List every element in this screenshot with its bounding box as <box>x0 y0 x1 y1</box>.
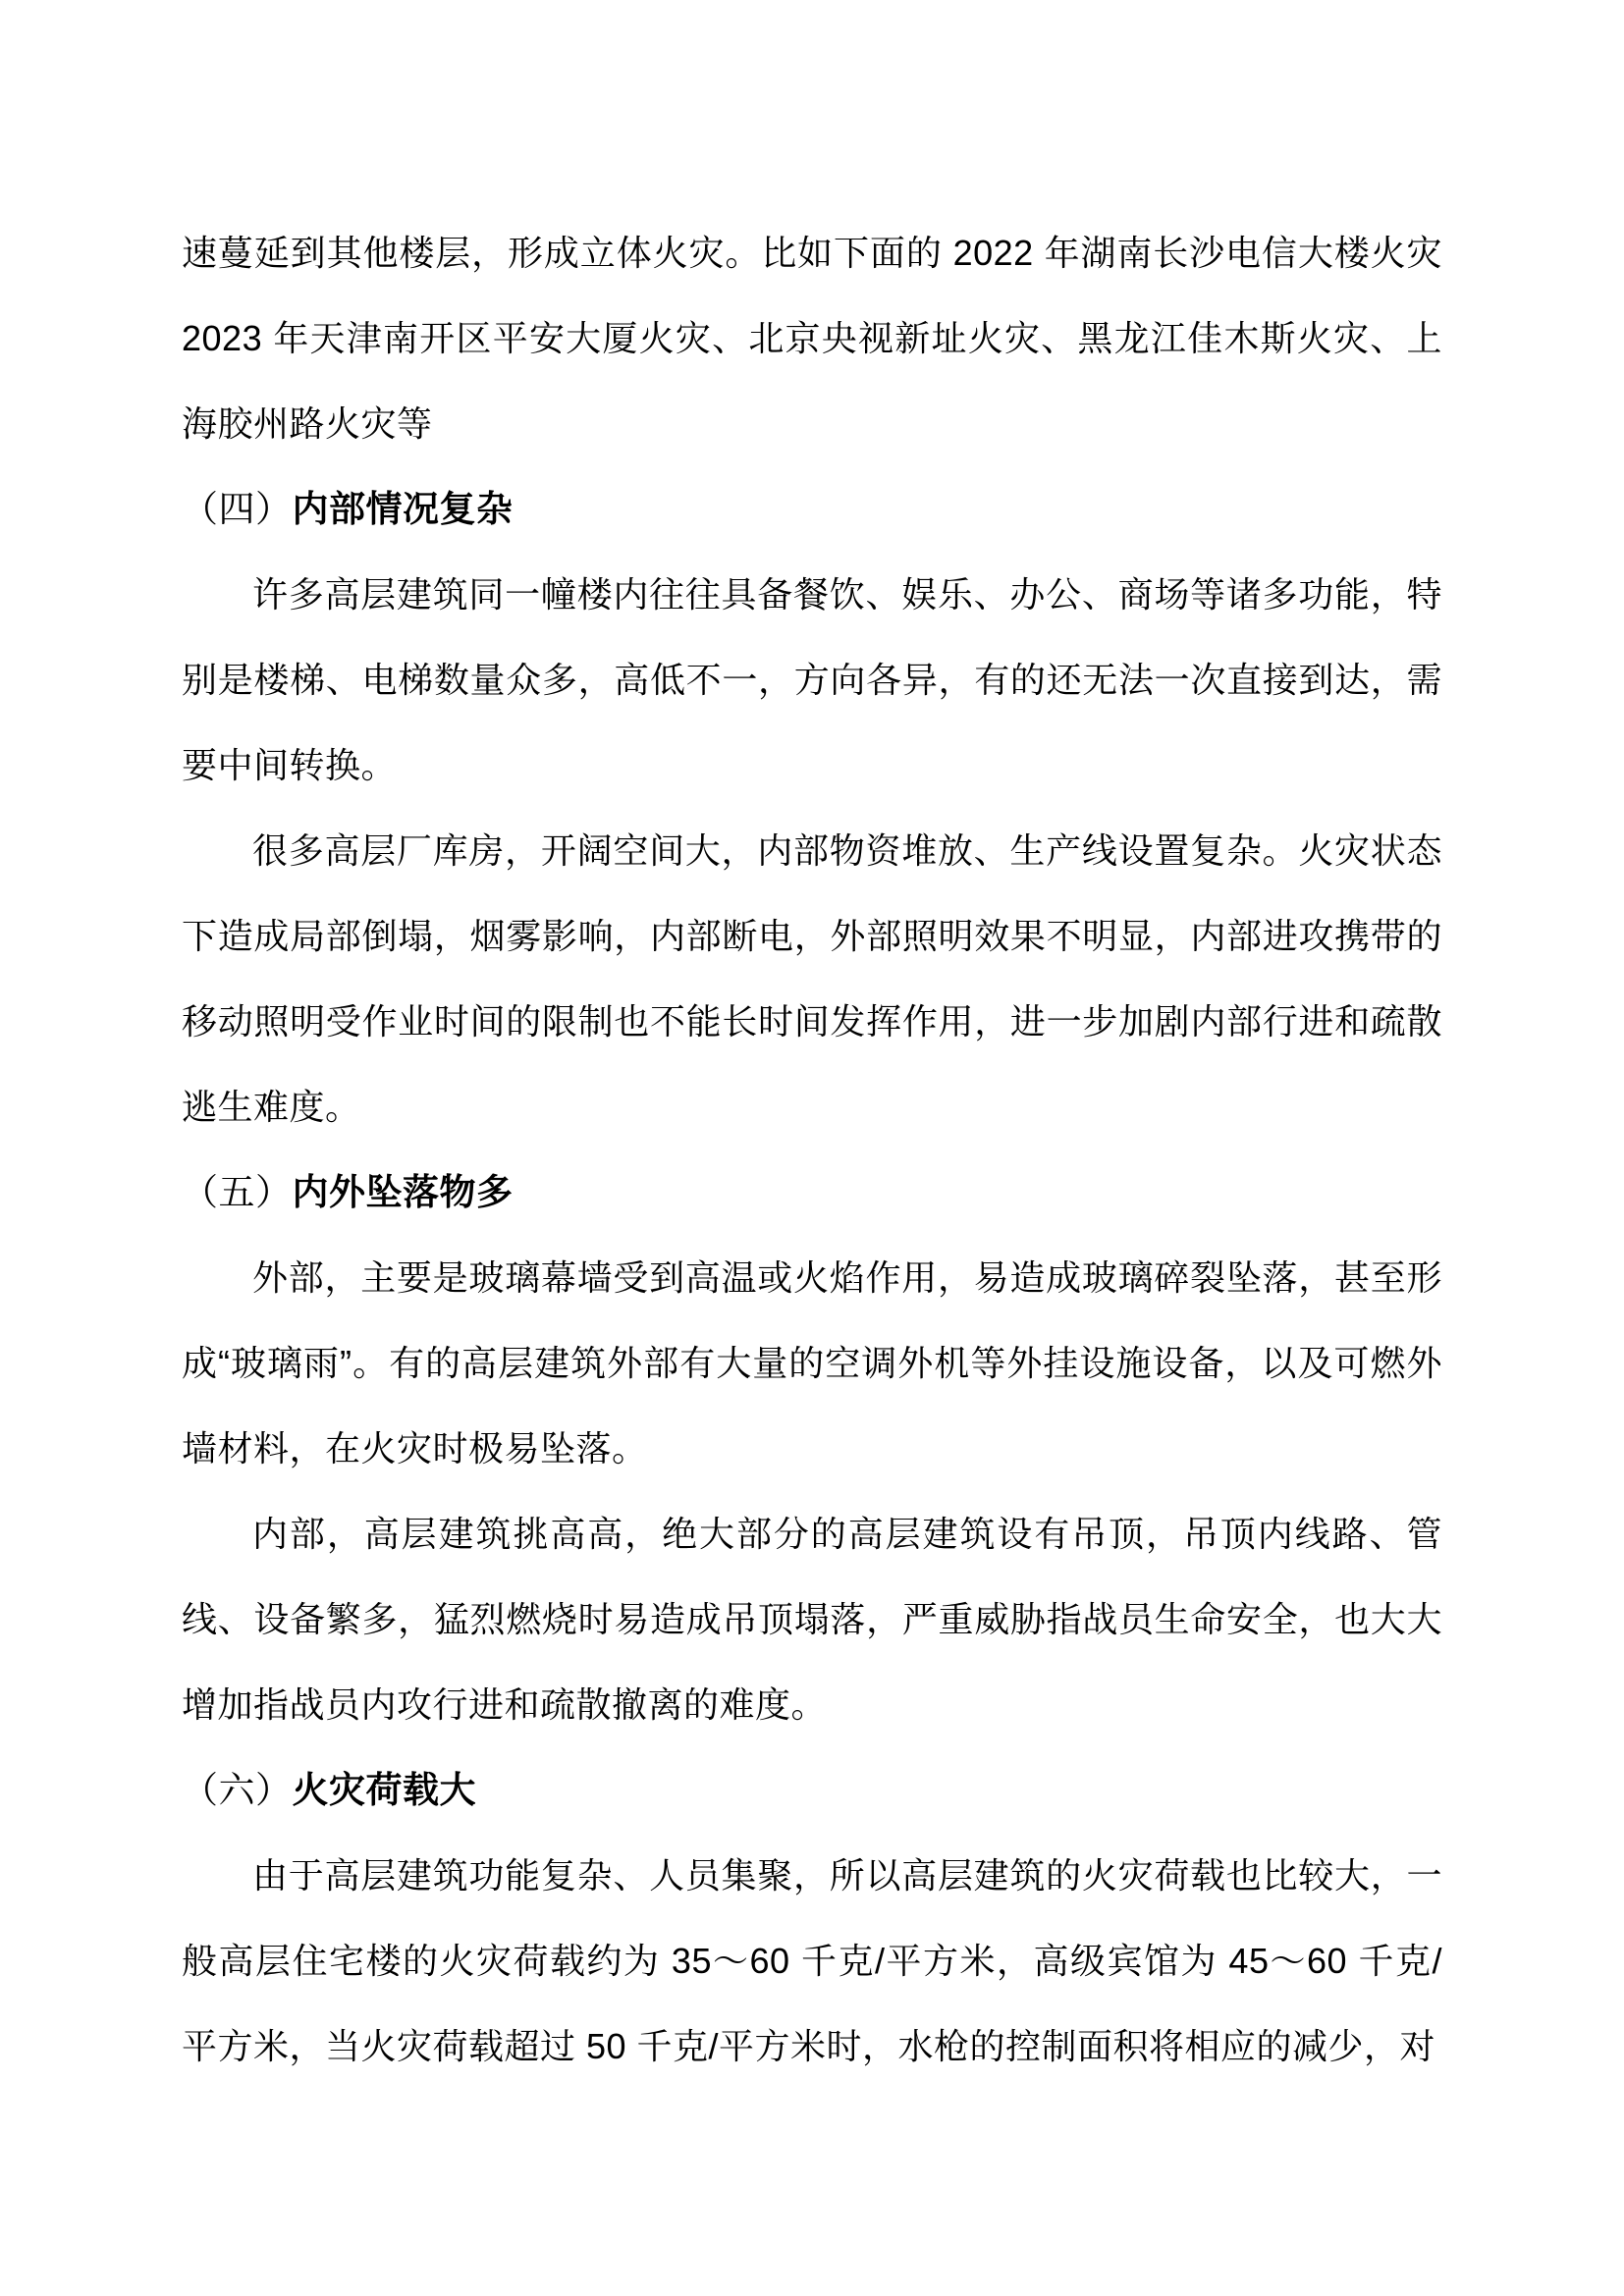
body-paragraph: 速蔓延到其他楼层，形成立体火灾。比如下面的 2022 年湖南长沙电信大楼火灾 2023 年天津南开区平安大厦火灾、北京央视新址火灾、黑龙江佳木斯火灾、上海胶州路火灾等 <box>182 233 1442 444</box>
body-paragraph: 由于高层建筑功能复杂、人员集聚，所以高层建筑的火灾荷载也比较大，一般高层住宅楼的火灾荷载约为 35～60 千克/平方米，高级宾馆为 45～60 千克/平方米，当火灾荷载超过 50 千克/平方米时，水枪的控制面积将相应的减少，对 <box>182 1855 1442 2066</box>
section-title: 火灾荷载大 <box>292 1770 476 1810</box>
section-heading <box>182 466 1442 552</box>
section-heading <box>182 1149 1442 1235</box>
page-content <box>182 210 1442 2089</box>
section-number: （六） <box>182 1770 293 1810</box>
section-number: （四） <box>182 489 293 529</box>
body-paragraph: 外部，主要是玻璃幕墙受到高温或火焰作用，易造成玻璃碎裂坠落，甚至形成“玻璃雨”。有的高层建筑外部有大量的空调外机等外挂设施设备，以及可燃外墙材料，在火灾时极易坠落。 <box>182 1257 1442 1468</box>
section-heading <box>182 1747 1442 1833</box>
section-title: 内部情况复杂 <box>292 489 514 529</box>
section-title: 内外坠落物多 <box>292 1172 514 1212</box>
body-paragraph: 很多高层厂库房，开阔空间大，内部物资堆放、生产线设置复杂。火灾状态下造成局部倒塌，烟雾影响，内部断电，外部照明效果不明显，内部进攻携带的移动照明受作业时间的限制也不能长时间发挥作用，进一步加剧内部行进和疏散逃生难度。 <box>182 830 1442 1127</box>
section-number: （五） <box>182 1172 293 1212</box>
body-paragraph: 许多高层建筑同一幢楼内往往具备餐饮、娱乐、办公、商场等诸多功能，特别是楼梯、电梯数量众多，高低不一，方向各异，有的还无法一次直接到达，需要中间转换。 <box>182 574 1442 785</box>
body-paragraph: 内部，高层建筑挑高高，绝大部分的高层建筑设有吊顶，吊顶内线路、管线、设备繁多，猛烈燃烧时易造成吊顶塌落，严重威胁指战员生命安全，也大大增加指战员内攻行进和疏散撤离的难度。 <box>182 1514 1442 1725</box>
